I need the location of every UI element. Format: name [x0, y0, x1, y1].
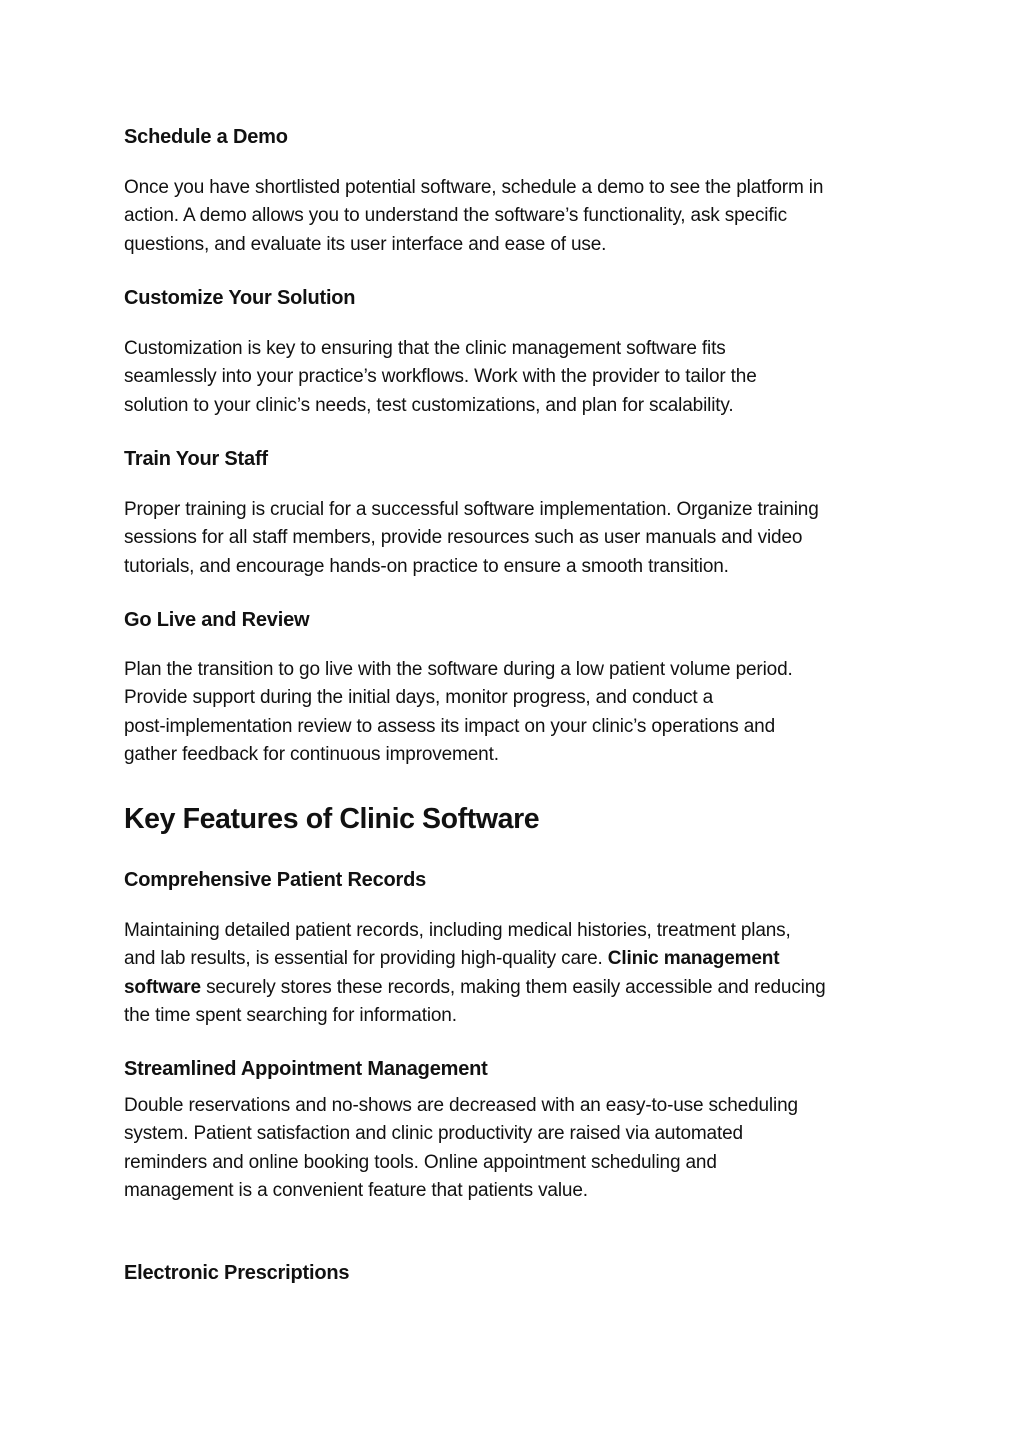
text-run: and lab results, is essential for providing high-quality care.	[124, 948, 608, 970]
bold-keyword: Clinic management	[607, 948, 780, 970]
text-line	[124, 974, 904, 1002]
paragraph-schedule-demo	[124, 174, 904, 259]
text-line: the time spent searching for information.	[124, 1005, 457, 1027]
text-run: securely stores these records, making them easily accessible and reducing	[200, 976, 826, 998]
text-line: Maintaining detailed patient records, including medical histories, treatment plans,	[124, 920, 791, 941]
text-line: sessions for all staff members, provide resources such as user manuals and video	[124, 527, 803, 549]
paragraph-go-live-review	[124, 656, 904, 770]
text-line: questions, and evaluate its user interface and ease of use.	[124, 233, 607, 255]
paragraph-train-staff	[124, 496, 904, 581]
text-line: Provide support during the initial days, monitor progress, and conduct a	[124, 687, 714, 709]
text-line: seamlessly into your practice’s workflows. Work with the provider to tailor the	[124, 366, 757, 388]
bold-keyword: software	[124, 976, 201, 998]
heading-electronic-prescriptions: Electronic Prescriptions	[124, 1262, 350, 1284]
text-line: management is a convenient feature that patients value.	[124, 1180, 588, 1202]
text-line	[124, 945, 904, 973]
text-line: Double reservations and no-shows are decreased with an easy-to-use scheduling	[124, 1095, 798, 1116]
text-line: gather feedback for continuous improvement.	[124, 744, 499, 766]
section-title-key-features: Key Features of Clinic Software	[124, 803, 540, 835]
text-line: post-implementation review to assess its impact on your clinic’s operations and	[124, 715, 775, 737]
heading-schedule-demo: Schedule a Demo	[124, 126, 288, 148]
text-line: Customization is key to ensuring that the clinic management software fits	[124, 338, 726, 359]
text-line: Once you have shortlisted potential software, schedule a demo to see the platform in	[124, 177, 824, 198]
heading-train-staff: Train Your Staff	[124, 448, 268, 470]
text-line: Proper training is crucial for a successful software implementation. Organize training	[124, 499, 819, 520]
text-line: action. A demo allows you to understand the software’s functionality, ask specific	[124, 205, 787, 227]
text-line: solution to your clinic’s needs, test customizations, and plan for scalability.	[124, 394, 734, 416]
paragraph-patient-records	[124, 917, 904, 1031]
heading-patient-records: Comprehensive Patient Records	[124, 869, 427, 891]
heading-go-live-review: Go Live and Review	[124, 609, 310, 631]
text-line: reminders and online booking tools. Online appointment scheduling and	[124, 1151, 717, 1173]
text-line: Plan the transition to go live with the software during a low patient volume period.	[124, 659, 793, 680]
paragraph-customize-solution	[124, 335, 904, 420]
heading-customize-solution: Customize Your Solution	[124, 287, 356, 309]
paragraph-appointment-management	[124, 1092, 904, 1206]
text-line: system. Patient satisfaction and clinic productivity are raised via automated	[124, 1123, 743, 1145]
text-line: tutorials, and encourage hands-on practice to ensure a smooth transition.	[124, 555, 729, 577]
heading-appointment-management: Streamlined Appointment Management	[124, 1058, 488, 1080]
